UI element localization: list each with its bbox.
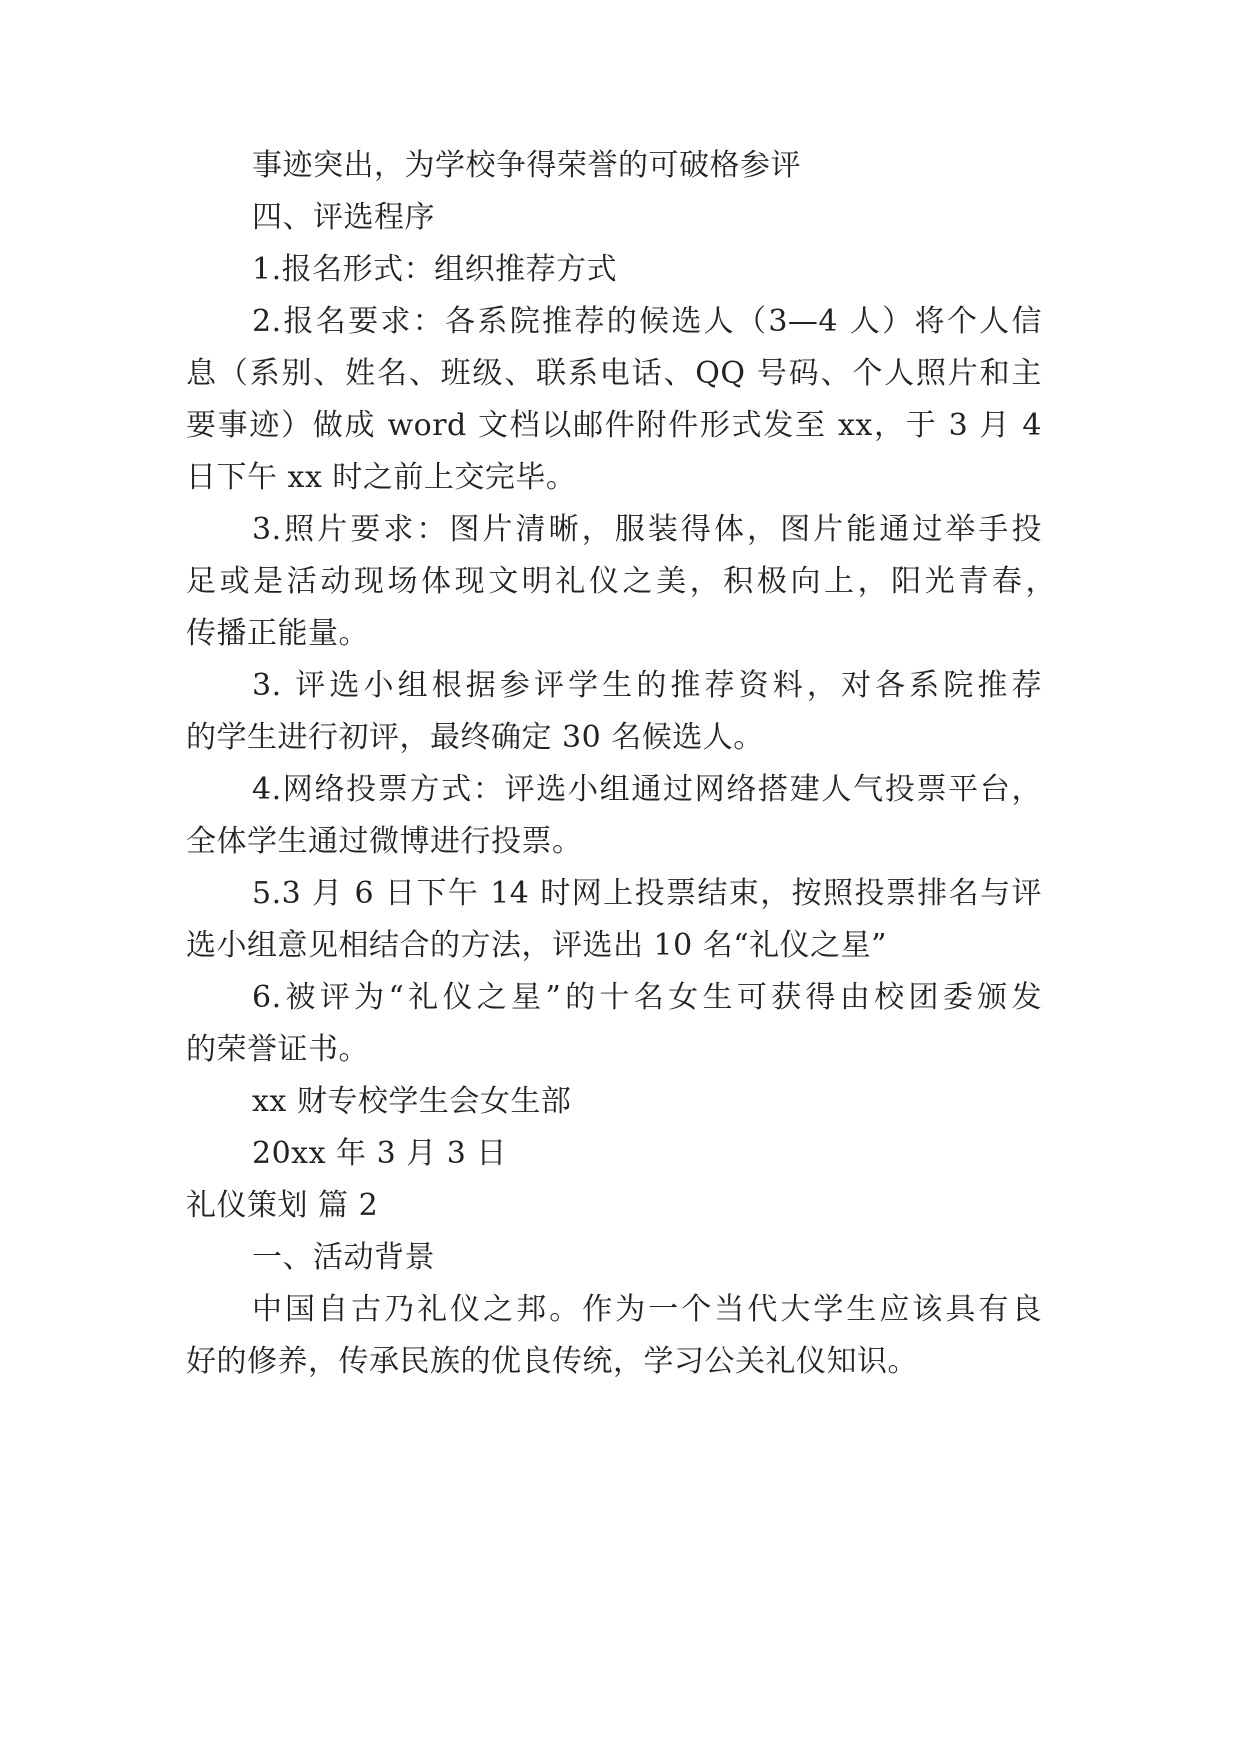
paragraph-line: 3. 评选小组根据参评学生的推荐资料，对各系院推荐 (252, 668, 1042, 703)
paragraph-line: 要事迹）做成 word 文档以邮件附件形式发至 xx，于 3 月 4 (186, 408, 1042, 443)
signature-date: 20xx 年 3 月 3 日 (252, 1136, 507, 1171)
paragraph-line: 全体学生通过微博进行投票。 (186, 824, 583, 859)
paragraph-line: 事迹突出，为学校争得荣誉的可破格参评 (252, 148, 801, 183)
paragraph-line: 2.报名要求：各系院推荐的候选人（3—4 人）将个人信 (252, 304, 1042, 339)
paragraph-line: 的学生进行初评，最终确定 30 名候选人。 (186, 720, 764, 755)
paragraph-line: 选小组意见相结合的方法，评选出 10 名“礼仪之星” (186, 928, 887, 963)
paragraph-line: 6.被评为“礼仪之星”的十名女生可获得由校团委颁发 (252, 980, 1042, 1015)
paragraph-line: 的荣誉证书。 (186, 1032, 369, 1067)
paragraph-line: 足或是活动现场体现文明礼仪之美，积极向上，阳光青春， (186, 564, 1056, 599)
signature-organization: xx 财专校学生会女生部 (252, 1084, 572, 1119)
paragraph-line: 1.报名形式：组织推荐方式 (252, 252, 618, 287)
paragraph-line: 好的修养，传承民族的优良传统，学习公关礼仪知识。 (186, 1344, 918, 1379)
paragraph-line: 日下午 xx 时之前上交完毕。 (186, 460, 577, 495)
section-heading: 四、评选程序 (252, 200, 435, 235)
paragraph-line: 3.照片要求：图片清晰，服装得体，图片能通过举手投 (252, 512, 1042, 547)
section-heading: 一、活动背景 (252, 1240, 435, 1275)
article-heading: 礼仪策划 篇 2 (186, 1188, 379, 1223)
paragraph-line: 中国自古乃礼仪之邦。作为一个当代大学生应该具有良 (252, 1292, 1042, 1327)
paragraph-line: 传播正能量。 (186, 616, 369, 651)
paragraph-line: 5.3 月 6 日下午 14 时网上投票结束，按照投票排名与评 (252, 876, 1042, 911)
paragraph-line: 4.网络投票方式：评选小组通过网络搭建人气投票平台， (252, 772, 1042, 807)
paragraph-line: 息（系别、姓名、班级、联系电话、QQ 号码、个人照片和主 (186, 356, 1042, 391)
